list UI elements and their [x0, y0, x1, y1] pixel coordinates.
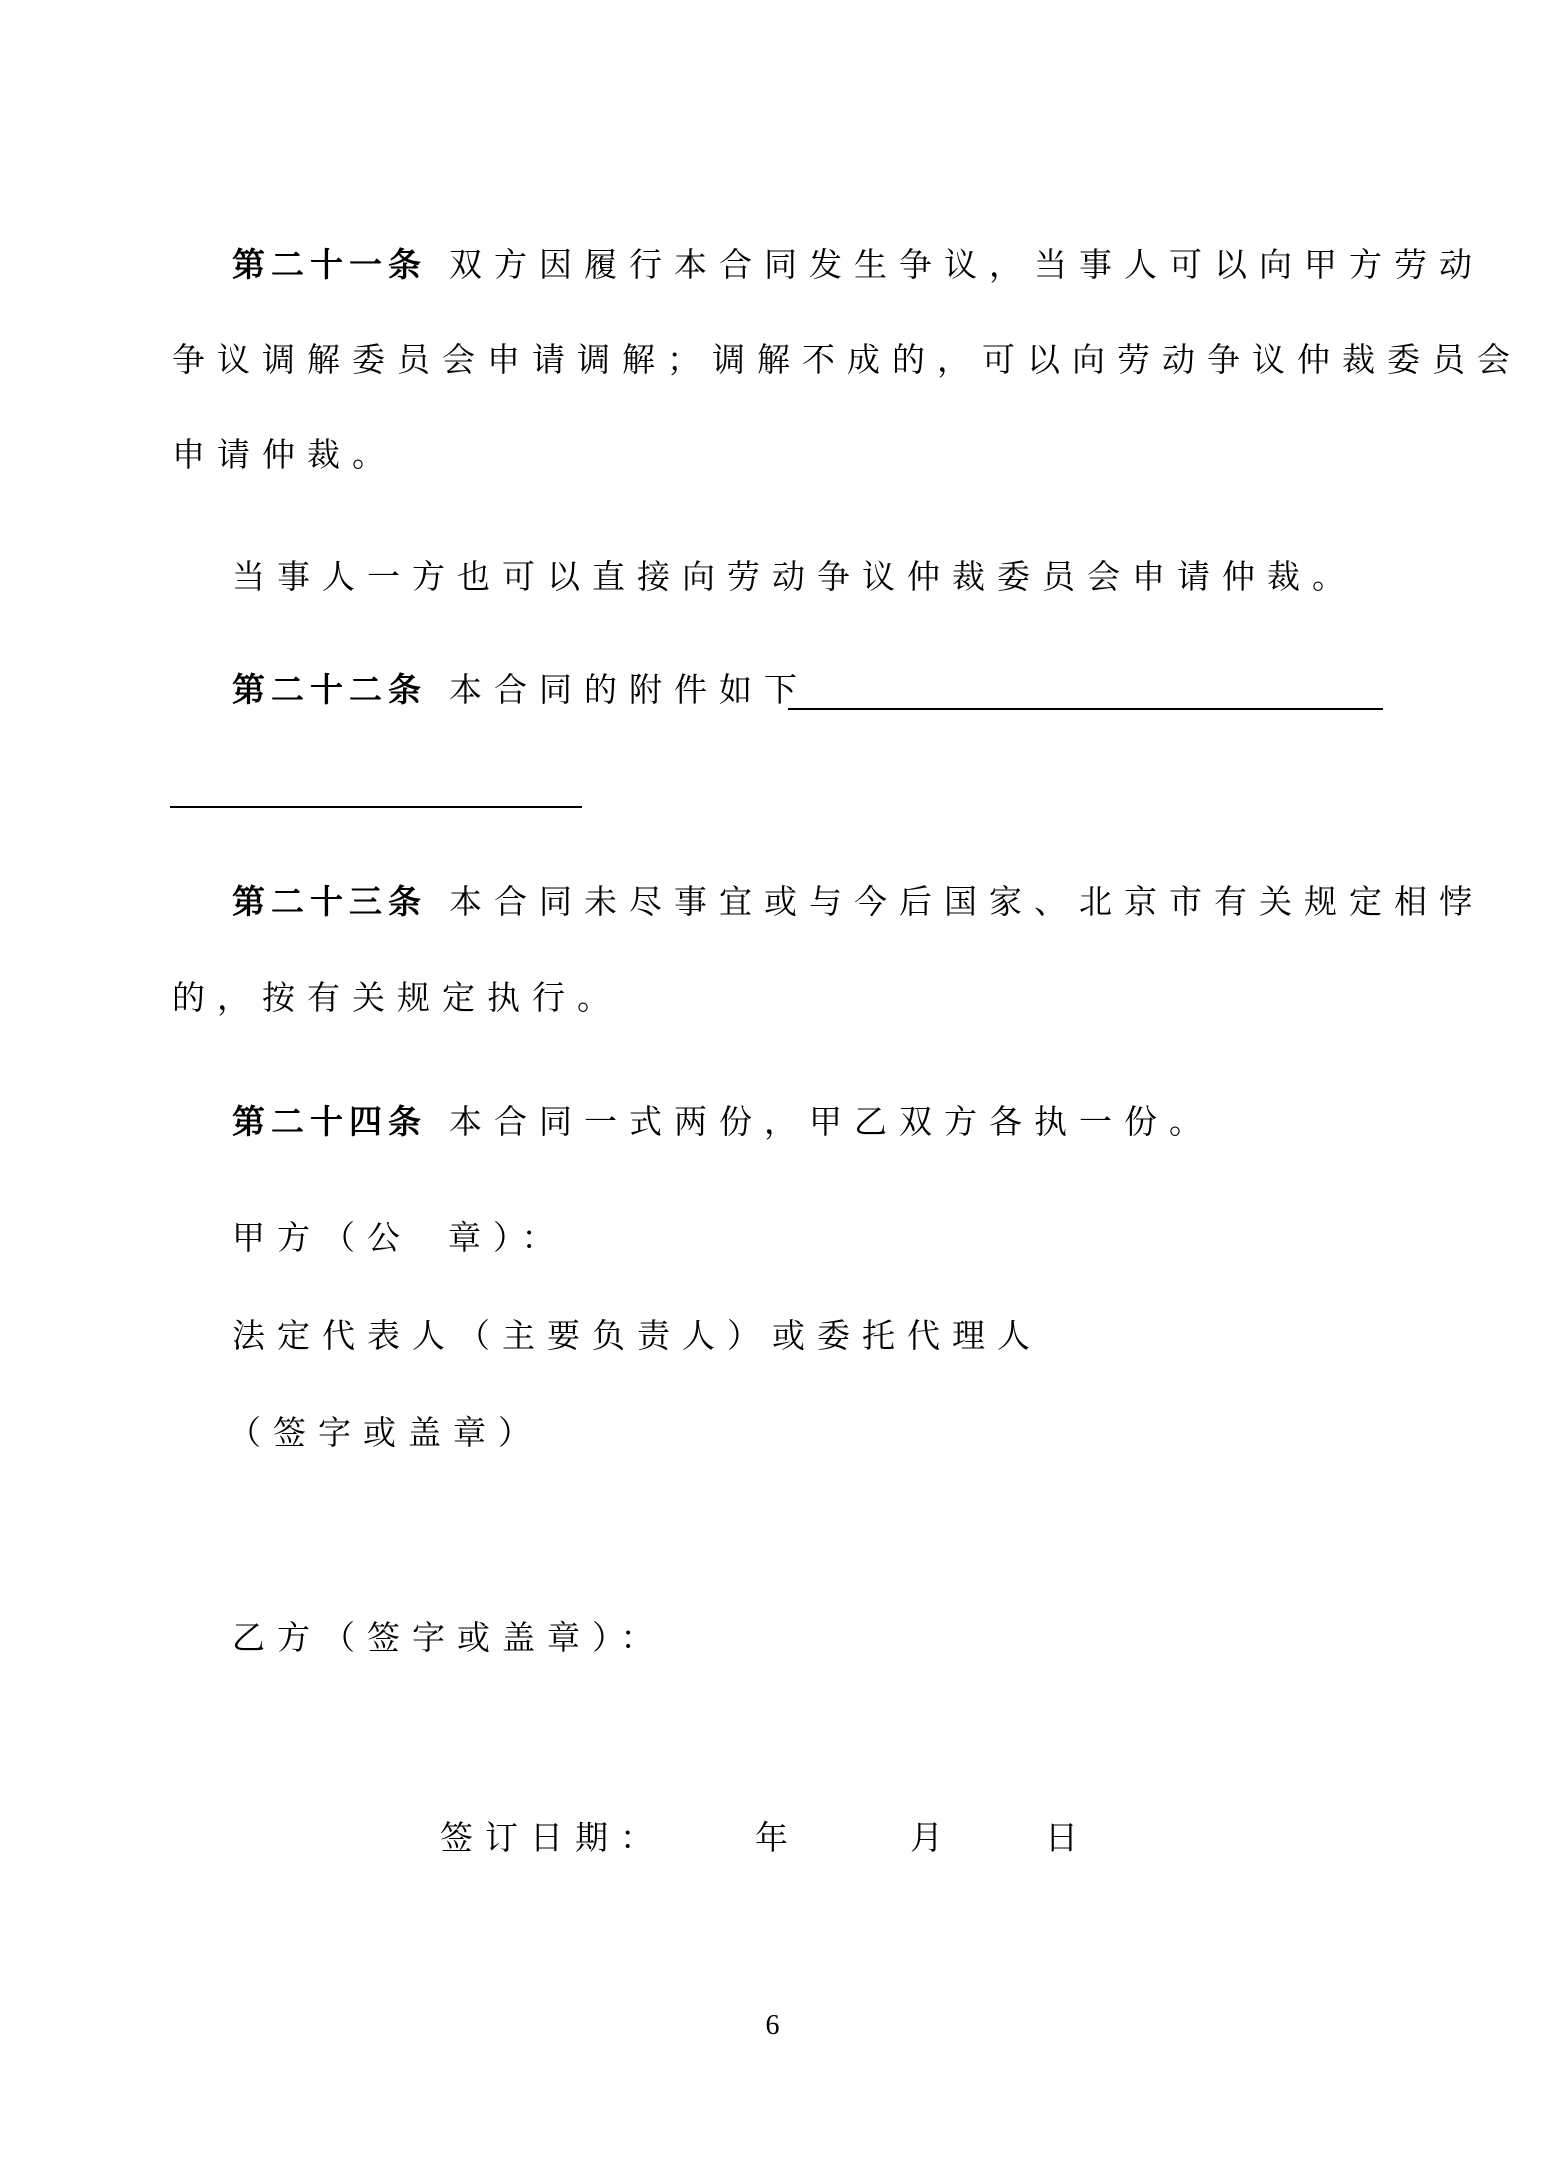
article-23-line-1 — [232, 882, 1484, 922]
attachment-blank-line-2 — [170, 806, 582, 808]
article-21-line-3: 申请仲裁。 — [172, 435, 397, 474]
date-year: 年 — [755, 1818, 800, 1857]
date-day: 日 — [1045, 1818, 1090, 1857]
article-24-line — [232, 1102, 1214, 1142]
signing-date-line — [440, 1818, 1090, 1858]
signing-date-label: 签订日期： — [440, 1818, 665, 1857]
date-month: 月 — [910, 1818, 955, 1857]
article-24-heading: 第二十四条 — [232, 1102, 427, 1141]
party-a-suffix: 章）： — [448, 1218, 567, 1257]
article-24-text: 本合同一式两份，甲乙双方各执一份。 — [449, 1102, 1214, 1141]
article-23-line-2: 的，按有关规定执行。 — [172, 978, 622, 1017]
article-21-line-2: 争议调解委员会申请调解；调解不成的，可以向劳动争议仲裁委员会 — [172, 340, 1522, 379]
party-b-line: 乙方（签字或盖章）： — [232, 1618, 666, 1657]
sign-or-seal-line: （签字或盖章） — [228, 1413, 543, 1452]
legal-representative-line: 法定代表人（主要负责人）或委托代理人 — [232, 1316, 1042, 1355]
article-22-heading: 第二十二条 — [232, 670, 427, 709]
party-a-prefix: 甲方（公 — [232, 1218, 412, 1257]
party-a-seal-line — [232, 1218, 567, 1258]
page-number: 6 — [765, 2010, 780, 2041]
article-23-heading: 第二十三条 — [232, 882, 427, 921]
article-22-text: 本合同的附件如下 — [449, 670, 809, 709]
article-23-text-1: 本合同未尽事宜或与今后国家、北京市有关规定相悖 — [449, 882, 1484, 921]
article-22-line — [232, 670, 809, 710]
attachment-blank-line-1 — [788, 708, 1383, 710]
article-21-paragraph-2: 当事人一方也可以直接向劳动争议仲裁委员会申请仲裁。 — [232, 557, 1357, 596]
article-21-line-1 — [232, 245, 1484, 285]
article-21-heading: 第二十一条 — [232, 245, 427, 284]
article-21-text-1: 双方因履行本合同发生争议，当事人可以向甲方劳动 — [449, 245, 1484, 284]
